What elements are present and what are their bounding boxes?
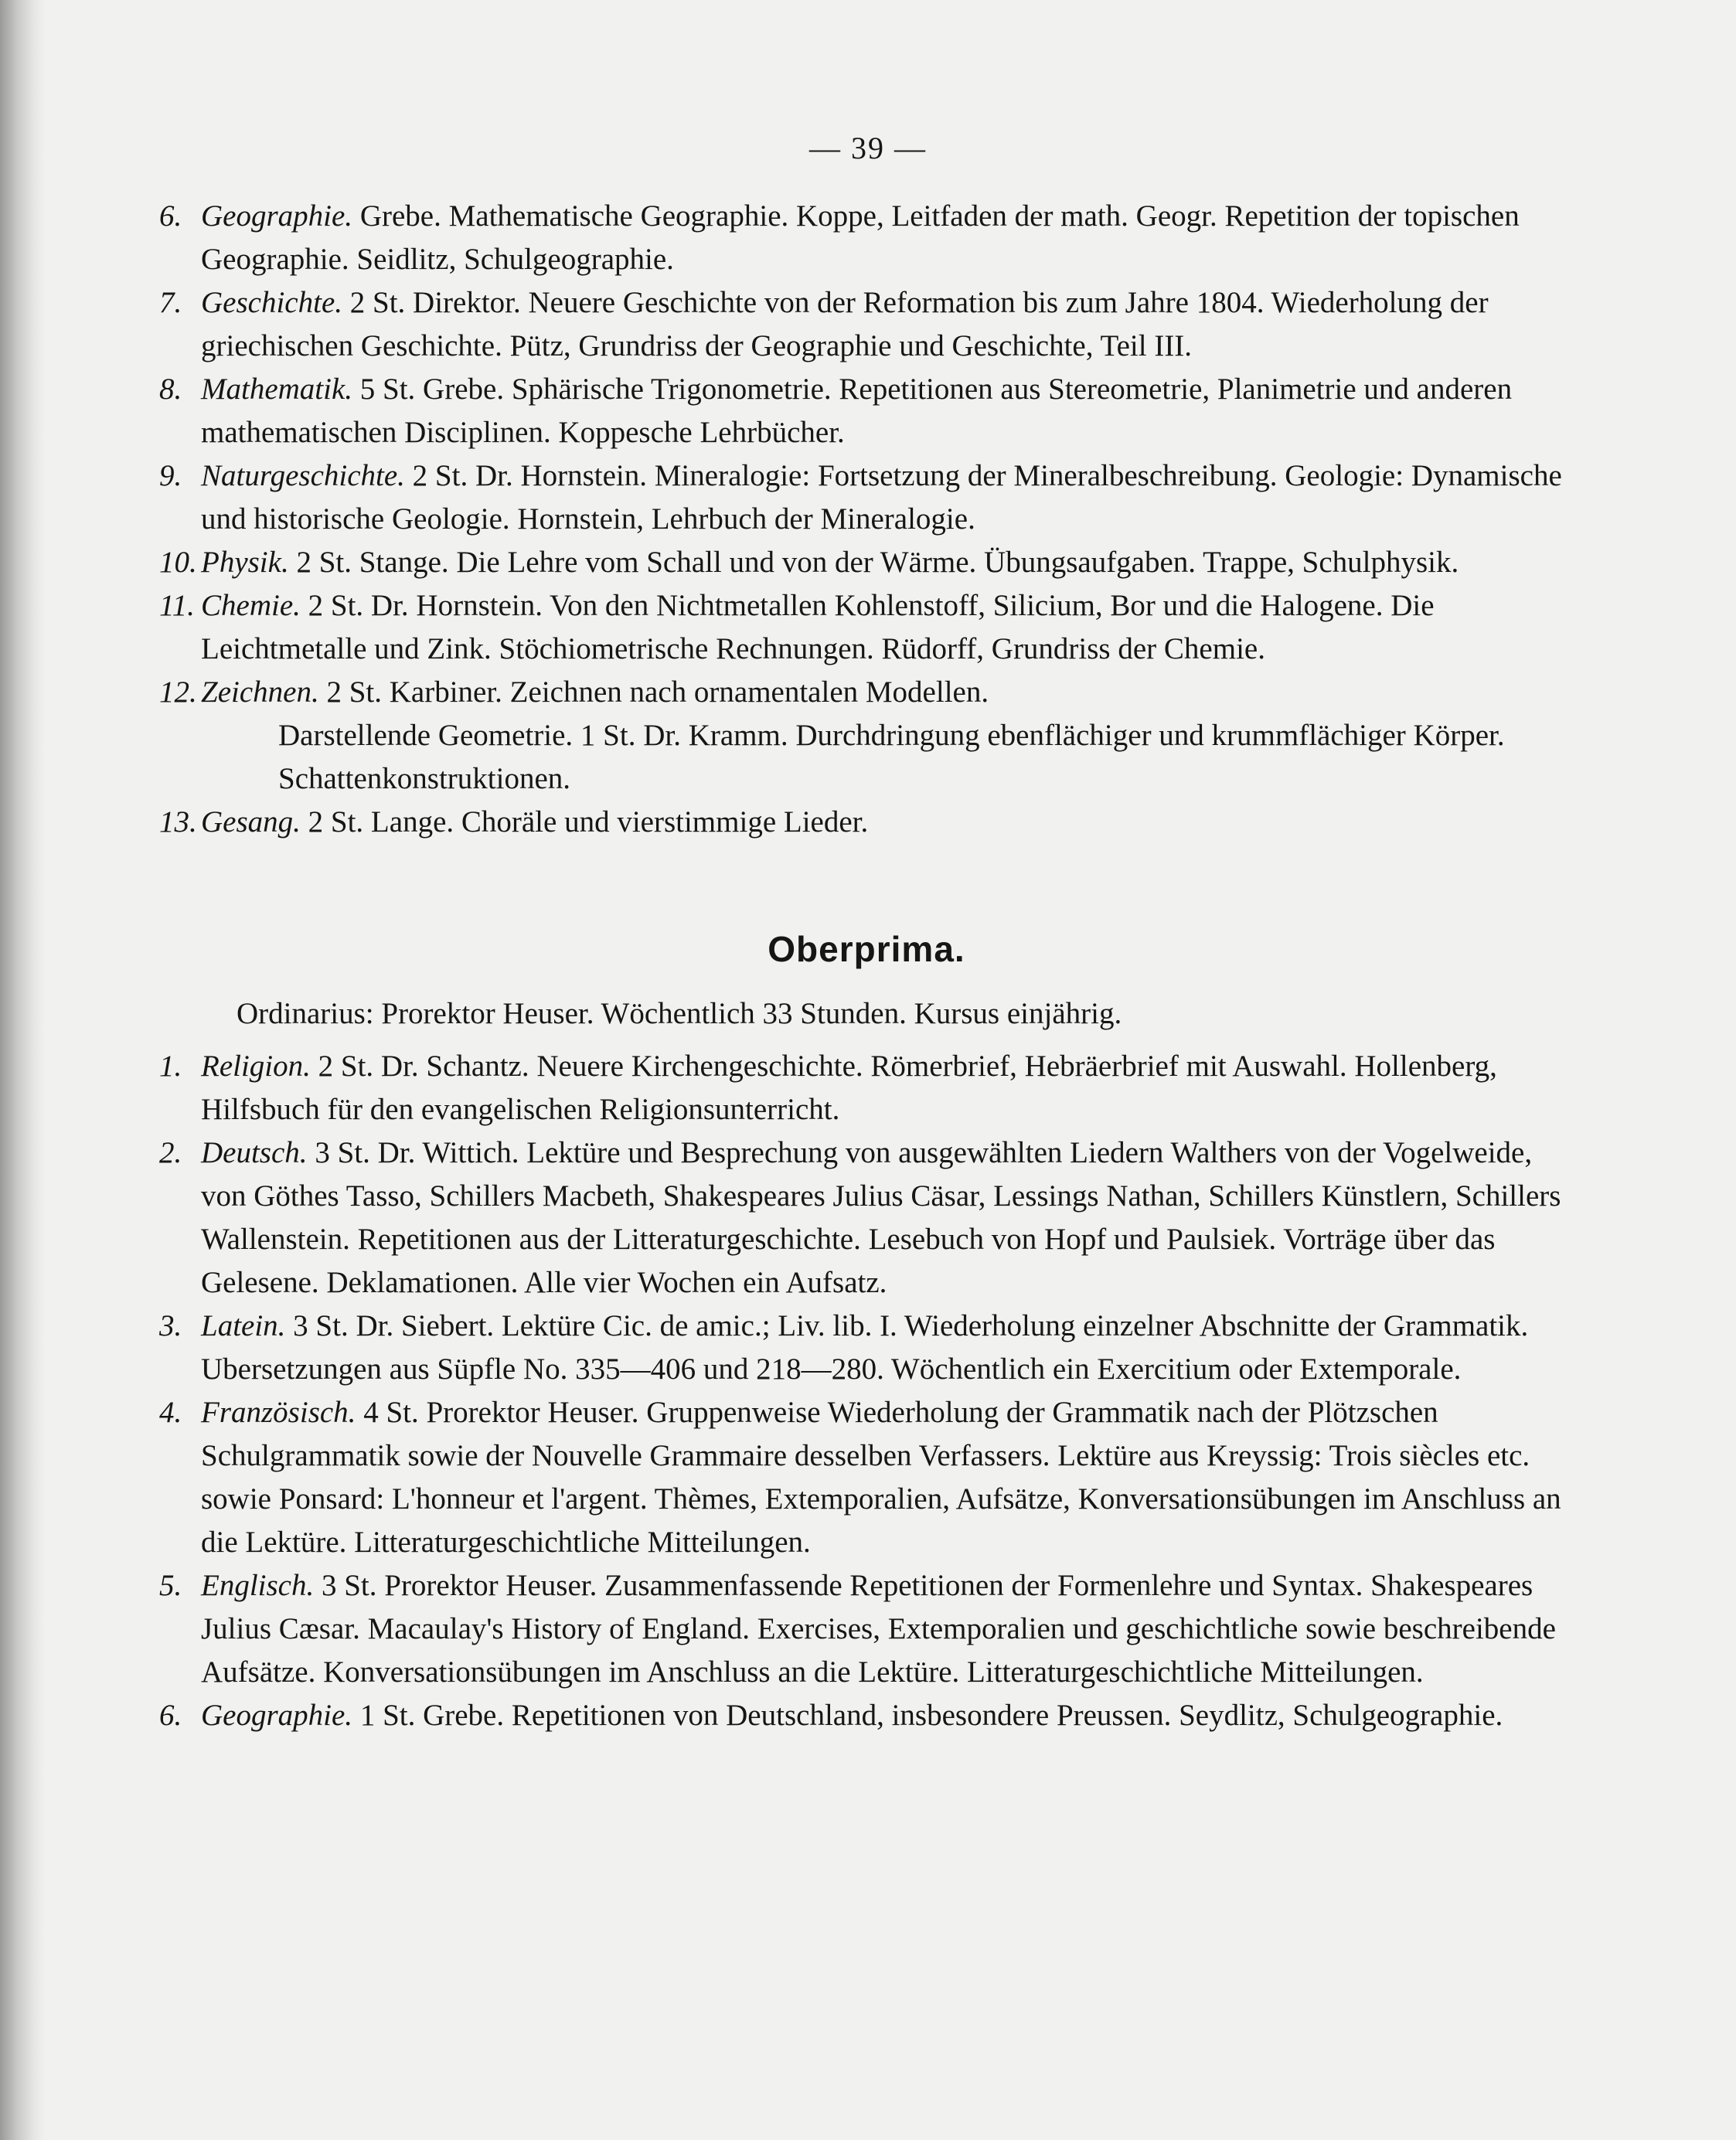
subject-name: Mathematik. [201, 373, 353, 406]
subject-name: Französisch. [201, 1396, 356, 1429]
subject-name: Geographie. [201, 199, 353, 233]
subject-entry [159, 1131, 1574, 1305]
entry-number: 8. [159, 373, 182, 406]
page-number: — 39 — [809, 131, 927, 165]
entry-number: 3. [159, 1309, 182, 1342]
subject-description: Grebe. Mathematische Geographie. Koppe, Leitfaden der math. Geogr. Repetition der topischen Geographie. Seidlitz, Schulgeographie. [201, 199, 1520, 276]
subject-name: Latein. [201, 1309, 286, 1342]
subject-name: Chemie. [201, 589, 301, 622]
subject-description: 2 St. Stange. Die Lehre vom Schall und von der Wärme. Übungsaufgaben. Trappe, Schulphysik. [288, 546, 1459, 579]
subject-description: 4 St. Prorektor Heuser. Gruppenweise Wiederholung der Grammatik nach der Plötzschen Schulgrammatik sowie der Nouvelle Grammaire desselben Verfassers. Lektüre aus Kreyssig: Trois siècles etc. sowie Ponsard: L'honneur et l'argent. Thèmes, Extemporalien, Aufsätze, Konversationsübungen im Anschluss an die Lektüre. Litteraturgeschichtliche Mitteilungen. [201, 1396, 1561, 1559]
subject-paragraph [159, 454, 1574, 541]
subject-description: 2 St. Lange. Choräle und vierstimmige Lieder. [300, 805, 869, 839]
page-binding-shadow [0, 0, 45, 2140]
subject-name: Englisch. [201, 1569, 315, 1602]
document-body [159, 195, 1574, 1737]
subject-paragraph [159, 1045, 1574, 1131]
subject-entry [159, 454, 1574, 541]
entry-number: 9. [159, 459, 182, 492]
subject-paragraph [159, 801, 1574, 844]
subject-description: 3 St. Dr. Siebert. Lektüre Cic. de amic.; Liv. lib. I. Wiederholung einzelner Abschnitte der Grammatik. Ubersetzungen aus Süpfle No. 335—406 und 218—280. Wöchentlich ein Exercitium oder Extemporale. [201, 1309, 1529, 1386]
subject-description: 2 St. Dr. Schantz. Neuere Kirchengeschichte. Römerbrief, Hebräerbrief mit Auswahl. Hollenberg, Hilfsbuch für den evangelischen Religionsunterricht. [201, 1050, 1497, 1126]
subject-entry [159, 1391, 1574, 1564]
subject-description: 3 St. Prorektor Heuser. Zusammenfassende Repetitionen der Formenlehre und Syntax. Shakespeares Julius Cæsar. Macaulay's History of England. Exercises, Extemporalien und geschichtliche sowie beschreibende Aufsätze. Konversationsübungen im Anschluss an die Lektüre. Litteraturgeschichtliche Mitteilungen. [201, 1569, 1556, 1689]
entry-number: 12. [159, 675, 197, 709]
entry-number: 6. [159, 199, 182, 233]
subject-entry [159, 1045, 1574, 1131]
section-intro: Ordinarius: Prorektor Heuser. Wöchentlich 33 Stunden. Kursus einjährig. [237, 997, 1122, 1030]
subject-extra-description: Darstellende Geometrie. 1 St. Dr. Kramm. Durchdringung ebenflächiger und krummflächiger Körper. Schattenkonstruktionen. [278, 719, 1505, 795]
entry-number: 5. [159, 1569, 182, 1602]
entry-number: 4. [159, 1396, 182, 1429]
subject-paragraph [159, 368, 1574, 454]
subject-description: 2 St. Direktor. Neuere Geschichte von der Reformation bis zum Jahre 1804. Wiederholung der griechischen Geschichte. Pütz, Grundriss der Geographie und Geschichte, Teil III. [201, 286, 1489, 362]
subject-entry [159, 1694, 1574, 1737]
subject-paragraph [159, 1305, 1574, 1391]
subject-name: Physik. [201, 546, 289, 579]
subject-entry [159, 281, 1574, 368]
entry-number: 2. [159, 1136, 182, 1169]
subject-paragraph [159, 1391, 1574, 1564]
subject-name: Gesang. [201, 805, 301, 839]
subject-name: Geschichte. [201, 286, 343, 319]
entry-number: 6. [159, 1699, 182, 1732]
subject-description: 1 St. Grebe. Repetitionen von Deutschland, insbesondere Preussen. Seydlitz, Schulgeographie. [352, 1699, 1503, 1732]
subject-paragraph [159, 1694, 1574, 1737]
subject-entry [159, 801, 1574, 844]
subject-entry [159, 584, 1574, 671]
subject-name: Religion. [201, 1050, 311, 1083]
subject-list-oberprima [159, 1045, 1574, 1737]
subject-entry [159, 541, 1574, 584]
entry-number: 13. [159, 805, 197, 839]
subject-paragraph [159, 541, 1574, 584]
entry-number: 11. [159, 589, 195, 622]
entry-number: 7. [159, 286, 182, 319]
subject-entry [159, 1305, 1574, 1391]
subject-list-unterprima [159, 195, 1574, 844]
section-title: Oberprima. [768, 929, 965, 969]
subject-name: Naturgeschichte. [201, 459, 405, 492]
subject-description: 2 St. Dr. Hornstein. Von den Nichtmetallen Kohlenstoff, Silicium, Bor und die Halogene. Die Leichtmetalle und Zink. Stöchiometrische Rechnungen. Rüdorff, Grundriss der Chemie. [201, 589, 1435, 665]
subject-entry [159, 195, 1574, 281]
subject-description: 5 St. Grebe. Sphärische Trigonometrie. Repetitionen aus Stereometrie, Planimetrie und anderen mathematischen Disciplinen. Koppesche Lehrbücher. [201, 373, 1513, 449]
subject-name: Deutsch. [201, 1136, 308, 1169]
entry-number: 10. [159, 546, 197, 579]
subject-description: 3 St. Dr. Wittich. Lektüre und Besprechung von ausgewählten Liedern Walthers von der Vogelweide, von Göthes Tasso, Schillers Macbeth, Shakespeares Julius Cäsar, Lessings Nathan, Schillers Künstlern, Schillers Wallenstein. Repetitionen aus der Litteraturgeschichte. Lesebuch von Hopf und Paulsiek. Vorträge über das Gelesene. Deklamationen. Alle vier Wochen ein Aufsatz. [201, 1136, 1561, 1299]
subject-name: Zeichnen. [201, 675, 319, 709]
subject-paragraph [159, 1131, 1574, 1305]
subject-entry [159, 1564, 1574, 1694]
subject-description: 2 St. Karbiner. Zeichnen nach ornamentalen Modellen. [318, 675, 989, 709]
subject-description: 2 St. Dr. Hornstein. Mineralogie: Fortsetzung der Mineralbeschreibung. Geologie: Dynamische und historische Geologie. Hornstein, Lehrbuch der Mineralogie. [201, 459, 1562, 536]
subject-paragraph [159, 1564, 1574, 1694]
subject-paragraph [159, 281, 1574, 368]
subject-entry [159, 671, 1574, 801]
subject-paragraph [159, 195, 1574, 281]
subject-paragraph [159, 584, 1574, 671]
subject-entry [159, 368, 1574, 454]
subject-paragraph [159, 671, 1574, 714]
subject-name: Geographie. [201, 1699, 353, 1732]
entry-number: 1. [159, 1050, 182, 1083]
